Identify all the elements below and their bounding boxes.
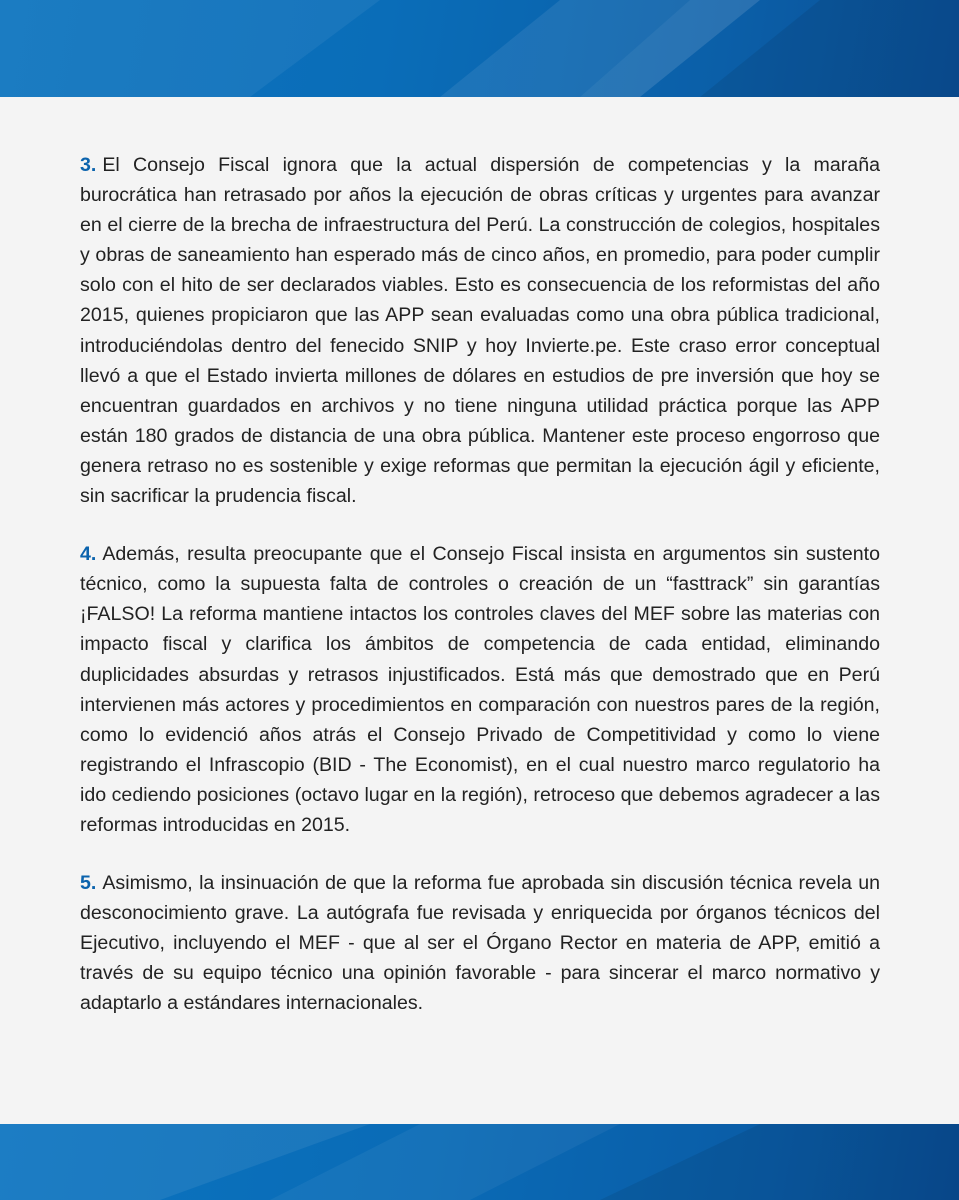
paragraph-4 — [80, 539, 880, 840]
top-band-stripes — [0, 0, 959, 97]
paragraph-number: 5. — [80, 872, 97, 895]
paragraph-number: 4. — [80, 543, 97, 566]
paragraph-text: Además, resulta preocupante que el Consejo Fiscal insista en argumentos sin sustento técnico, como la supuesta falta de controles o creación de un “fasttrack” sin garantías ¡FALSO! La reforma mantiene intactos los controles claves del MEF sobre las materias con impacto fiscal y clarifica los ámbitos de competencia de cada entidad, eliminando duplicidades absurdas y retrasos injustificados. Está más que demostrado que en Perú intervienen más actores y procedimientos en comparación con nuestros pares de la región, como lo evidenció años atrás el Consejo Privado de Competitividad y como lo viene registrando el Infrascopio (BID - The Economist), en el cual nuestro marco regulatorio ha ido cediendo posiciones (octavo lugar en la región), retroceso que debemos agradecer a las reformas introducidas en 2015. — [80, 543, 880, 836]
paragraph-text: El Consejo Fiscal ignora que la actual dispersión de competencias y la maraña burocrática han retrasado por años la ejecución de obras críticas y urgentes para avanzar en el cierre de la brecha de infraestructura del Perú. La construcción de colegios, hospitales y obras de saneamiento han esperado más de cinco años, en promedio, para poder cumplir solo con el hito de ser declarados viables. Esto es consecuencia de los reformistas del año 2015, quienes propiciaron que las APP sean evaluadas como una obra pública tradicional, introduciéndolas dentro del fenecido SNIP y hoy Invierte.pe. Este craso error conceptual llevó a que el Estado invierta millones de dólares en estudios de pre inversión que hoy se encuentran guardados en archivos y no tiene ninguna utilidad práctica porque las APP están 180 grados de distancia de una obra pública. Mantener este proceso engorroso que genera retraso no es sostenible y exige reformas que permitan la ejecución ágil y eficiente, sin sacrificar la prudencia fiscal. — [80, 154, 880, 508]
bottom-decorative-band — [0, 1124, 959, 1200]
paragraph-3 — [80, 150, 880, 511]
paragraph-number: 3. — [80, 154, 97, 176]
paragraph-text: Asimismo, la insinuación de que la reforma fue aprobada sin discusión técnica revela un desconocimiento grave. La autógrafa fue revisada y enriquecida por órganos técnicos del Ejecutivo, incluyendo el MEF - que al ser el Órgano Rector en materia de APP, emitió a través de su equipo técnico una opinión favorable - para sincerar el marco normativo y adaptarlo a estándares internacionales. — [80, 872, 880, 1015]
paragraph-5 — [80, 868, 880, 1018]
document-body — [80, 150, 880, 1047]
bottom-band-stripes — [0, 1124, 959, 1200]
top-decorative-band — [0, 0, 959, 97]
